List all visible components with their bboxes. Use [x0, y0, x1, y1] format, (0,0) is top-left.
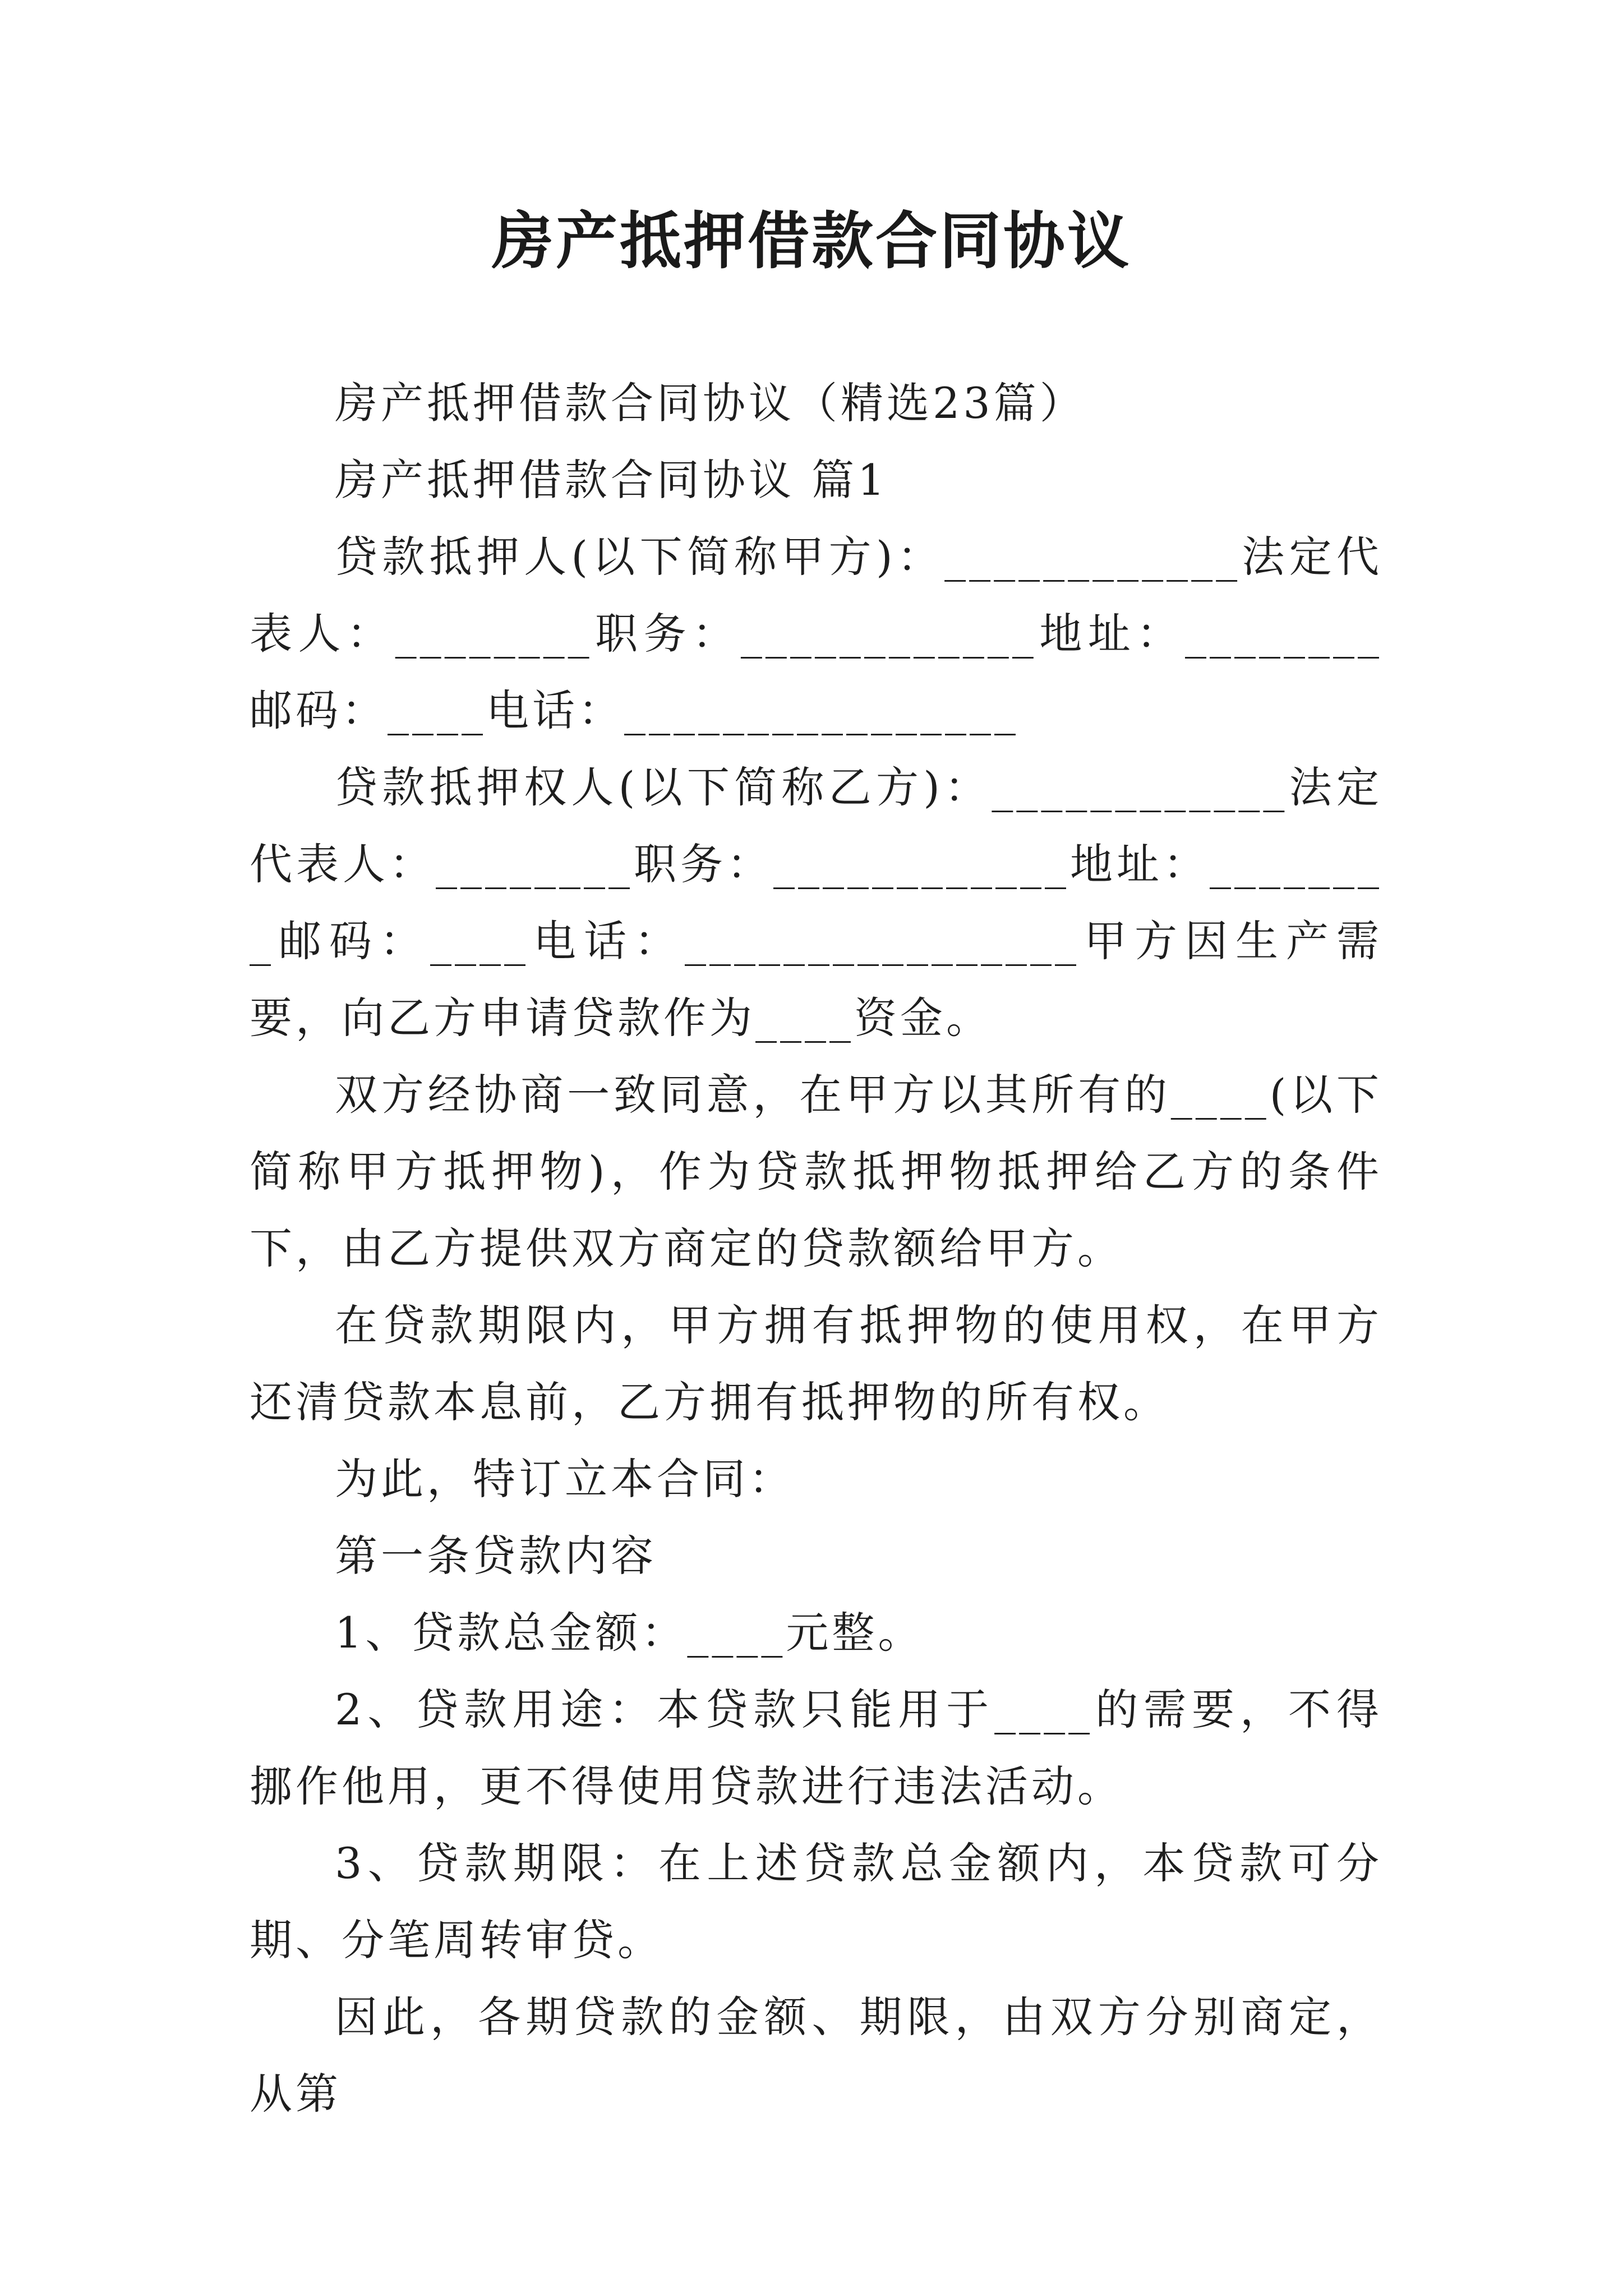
paragraph-item-1: 1、贷款总金额：____元整。: [335, 1608, 924, 1658]
paragraph-agreement: 双方经协商一致同意，在甲方以其所有的____(以下简称甲方抵押物)，作为贷款抵押物抵押给乙方的条件下，由乙方提供双方商定的贷款额给甲方。: [250, 1070, 1382, 1273]
document-title: 房产抵押借款合同协议: [492, 205, 1131, 277]
paragraph-item-2: 2、贷款用途：本贷款只能用于____的需要，不得挪作他用，更不得使用贷款进行违法活动。: [250, 1685, 1382, 1811]
paragraph-preamble: 为此，特订立本合同：: [335, 1454, 795, 1504]
paragraph-item-3: 3、贷款期限：在上述贷款总金额内，本贷款可分期、分笔周转审贷。: [250, 1838, 1382, 1965]
paragraph-continuation: 因此，各期贷款的金额、期限，由双方分别商定，从第: [250, 1992, 1382, 2119]
document-body: [250, 365, 1382, 2132]
paragraph-section-heading: 房产抵押借款合同协议 篇1: [335, 455, 888, 505]
paragraph-article-heading: 第一条贷款内容: [335, 1531, 657, 1581]
paragraph-party-a: 贷款抵押人(以下简称甲方)：____________法定代表人：________职务：____________地址：________邮码：____电话：________________: [250, 532, 1382, 735]
paragraph-party-b: 贷款抵押权人(以下简称乙方)：____________法定代表人：________职务：____________地址：________邮码：____电话：________________甲方因生产需要，向乙方申请贷款作为____资金。: [250, 762, 1382, 1043]
paragraph-subtitle: 房产抵押借款合同协议（精选23篇）: [335, 378, 1086, 428]
paragraph-ownership: 在贷款期限内，甲方拥有抵押物的使用权，在甲方还清贷款本息前，乙方拥有抵押物的所有权。: [250, 1300, 1382, 1427]
